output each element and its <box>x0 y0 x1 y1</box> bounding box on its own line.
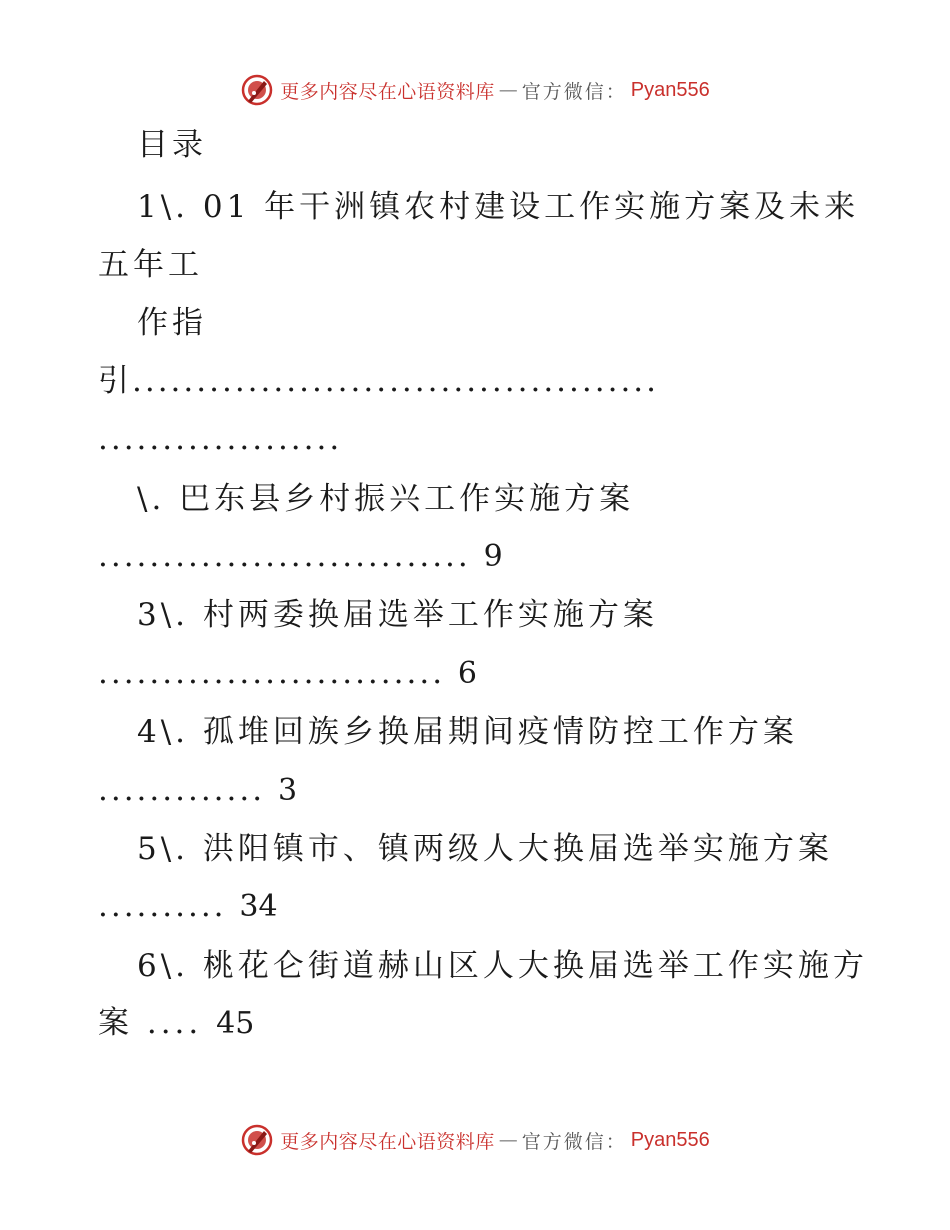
banner-site-text: 更多内容尽在心语资料库 <box>280 1130 495 1153</box>
banner-wechat-label: 官方微信： <box>521 80 627 103</box>
toc-entry-3-leader[interactable] <box>98 653 477 694</box>
toc-entry-4-title[interactable]: 4\. 孤堆回族乡换届期间疫情防控工作方案 <box>137 714 798 750</box>
toc-entry-6-title[interactable]: 6\. 桃花仑街道赫山区人大换届选举工作实施方 <box>137 948 868 984</box>
toc-entry-4-dots: ............. <box>98 772 278 808</box>
toc-entry-2-page: 9 <box>483 539 503 574</box>
toc-entry-5-leader[interactable] <box>98 886 278 927</box>
toc-entry-2-title[interactable]: \. 巴东县乡村振兴工作实施方案 <box>137 481 635 517</box>
banner-wechat-id: Pyan556 <box>630 78 710 101</box>
toc-entry-5-title[interactable]: 5\. 洪阳镇市、镇两级人大换届选举实施方案 <box>137 831 833 867</box>
quill-pen-logo-icon <box>240 1123 274 1157</box>
toc-entry-3-page: 6 <box>457 656 478 691</box>
footer-banner <box>0 1120 950 1160</box>
toc-entry-4-leader[interactable] <box>98 770 297 811</box>
banner-wechat-label: 官方微信： <box>521 1130 627 1153</box>
banner-wechat-id: Pyan556 <box>630 1128 710 1151</box>
toc-entry-1-line-3[interactable]: 作指 <box>137 305 207 341</box>
toc-title: 目录 <box>137 127 207 163</box>
toc-entry-5-page: 34 <box>239 889 278 924</box>
toc-entry-1-line-2[interactable]: 五年工 <box>98 247 203 283</box>
toc-entry-2-dots: ............................. <box>98 538 484 574</box>
banner-separator: — <box>498 79 518 101</box>
header-banner <box>0 70 950 110</box>
banner-site-text: 更多内容尽在心语资料库 <box>280 80 495 103</box>
toc-entry-5-dots: .......... <box>98 888 240 924</box>
quill-pen-logo-icon <box>240 73 274 107</box>
toc-entry-6-page: 45 <box>216 1006 255 1041</box>
toc-entry-1-line-1[interactable]: 1\. 01 年干洲镇农村建设工作实施方案及未来 <box>137 189 860 225</box>
toc-entry-1-leader-2[interactable]: ................... <box>98 421 343 457</box>
toc-entry-6-leader[interactable] <box>98 1003 254 1044</box>
banner-separator: — <box>498 1129 518 1151</box>
toc-entry-1-leader-1[interactable]: 引......................................... <box>98 363 660 399</box>
toc-entry-3-title[interactable]: 3\. 村两委换届选举工作实施方案 <box>137 597 658 633</box>
toc-entry-6-dots: 案 .... <box>98 1005 217 1041</box>
toc-entry-4-page: 3 <box>277 773 298 808</box>
toc-entry-3-dots: ........................... <box>98 655 458 691</box>
toc-entry-2-leader[interactable] <box>98 536 503 577</box>
